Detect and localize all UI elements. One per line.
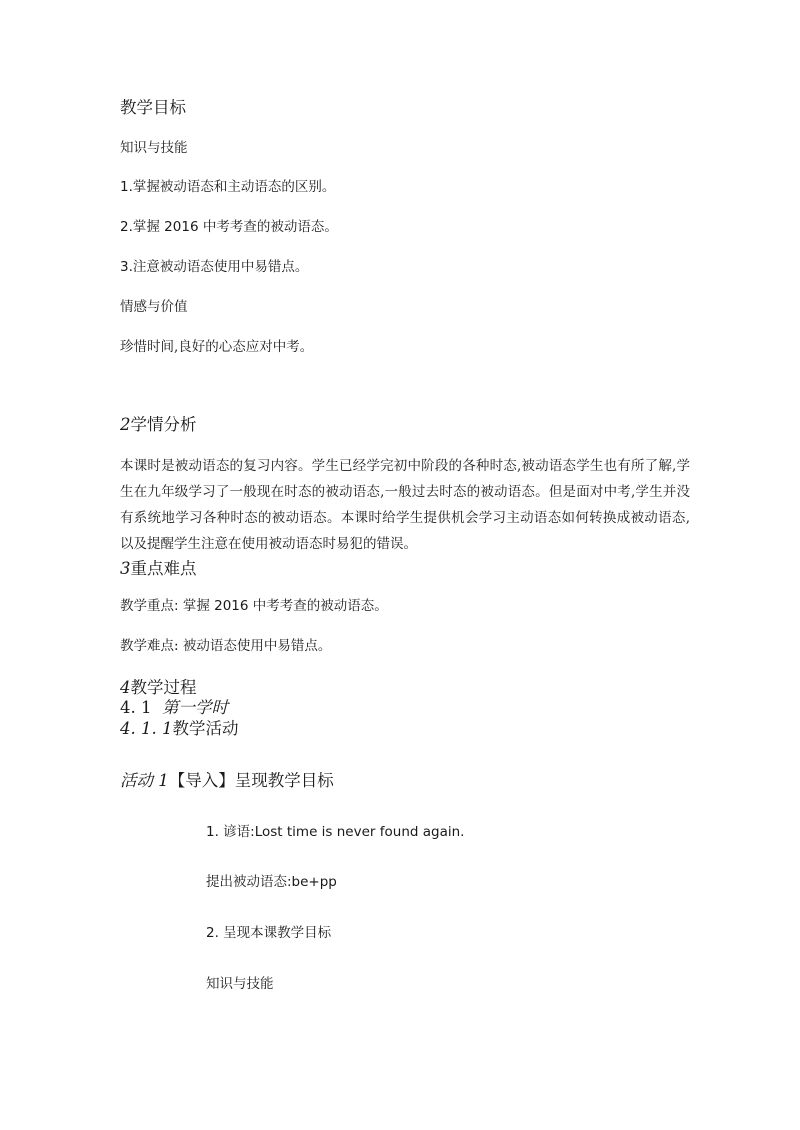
subsubsection-heading — [120, 719, 238, 739]
teaching-focus: 教学重点: 掌握 2016 中考考查的被动语态。 — [120, 598, 388, 614]
objective-item: 2.掌握 2016 中考考查的被动语态。 — [120, 219, 338, 235]
activity-heading — [120, 771, 334, 791]
analysis-paragraph: 本课时是被动语态的复习内容。学生已经学完初中阶段的各种时态,被动语态学生也有所了解,学生在九年级学习了一般现在时态的被动语态,一般过去时态的被动语态。但是面对中考,学生并没有系统地学习各种时态的被动语态。本课时给学生提供机会学习主动语态如何转换成被动语态,以及提醒学生注意在使用被动语态时易犯的错误。 — [120, 458, 690, 552]
subsection-title: 第一学时 — [162, 698, 228, 717]
subsection-number: 4. 1 — [120, 698, 152, 717]
activity-line: 提出被动语态:be+pp — [206, 874, 337, 890]
section-number: 2 — [120, 415, 131, 434]
activity-line: 2. 呈现本课教学目标 — [206, 925, 332, 941]
activity-line: 1. 谚语:Lost time is never found again. — [206, 824, 465, 840]
subsubsection-title: 教学活动 — [172, 719, 239, 738]
subsubsection-number: 4. 1. 1 — [120, 719, 173, 738]
objective-item: 3.注意被动语态使用中易错点。 — [120, 259, 309, 275]
activity-line: 知识与技能 — [206, 976, 274, 992]
teaching-difficulty: 教学难点: 被动语态使用中易错点。 — [120, 638, 332, 654]
section-number: 4 — [120, 678, 131, 697]
emotion-heading: 情感与价值 — [120, 299, 188, 315]
key-points-heading — [120, 559, 197, 579]
activity-prefix: 活动 1 — [120, 771, 169, 790]
section-title: 教学过程 — [130, 678, 197, 697]
section-title: 重点难点 — [130, 559, 197, 578]
subsection-heading — [120, 698, 228, 718]
activity-title: 【导入】呈现教学目标 — [168, 771, 334, 790]
objectives-heading: 教学目标 — [120, 98, 186, 117]
objective-item: 1.掌握被动语态和主动语态的区别。 — [120, 179, 336, 195]
section-title: 学情分析 — [130, 415, 197, 434]
analysis-heading — [120, 415, 197, 435]
emotion-text: 珍惜时间,良好的心态应对中考。 — [120, 339, 314, 355]
section-number: 3 — [120, 559, 131, 578]
process-heading — [120, 678, 197, 698]
knowledge-heading: 知识与技能 — [120, 140, 188, 156]
